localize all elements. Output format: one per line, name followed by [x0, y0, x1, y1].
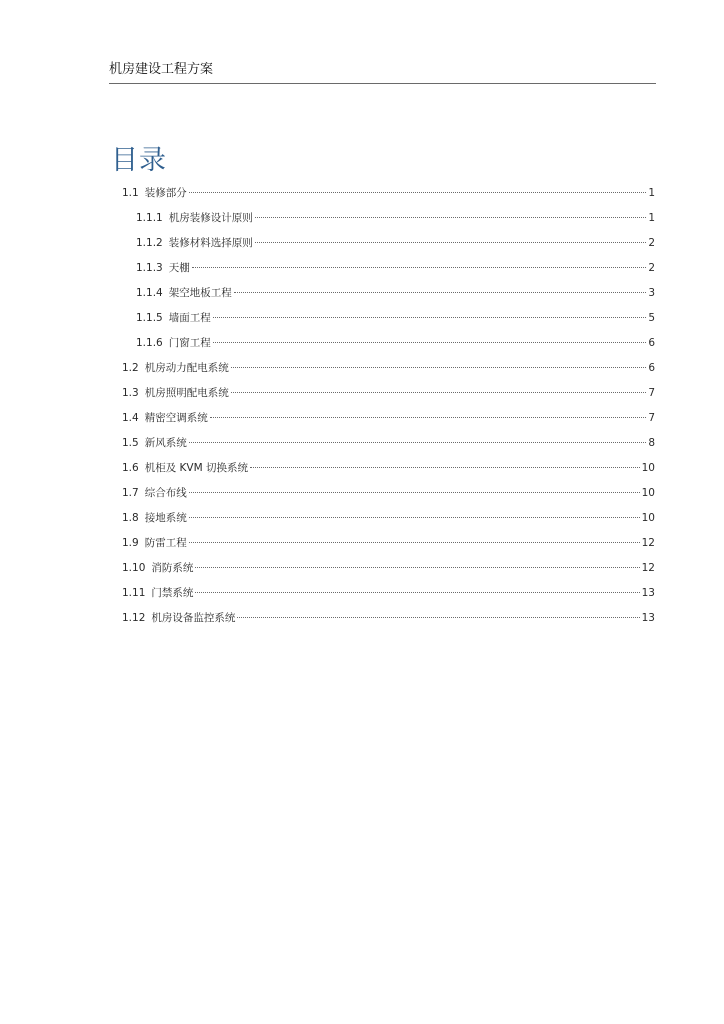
toc-entry-page: 1 [648, 212, 655, 224]
toc-leader-dots [234, 292, 647, 293]
toc-entry[interactable] [122, 408, 655, 433]
toc-leader-dots [195, 592, 639, 593]
toc-entry[interactable] [122, 433, 655, 458]
toc-entry-label: 装修部分 [144, 187, 187, 199]
toc-leader-dots [255, 242, 647, 243]
toc-entry-number: 1.1.1 [136, 212, 163, 224]
toc-entry-page: 2 [648, 237, 655, 249]
toc-entry-number: 1.11 [122, 587, 146, 599]
toc-entry-label: 天棚 [168, 262, 190, 274]
toc-entry-number: 1.1.3 [136, 262, 163, 274]
toc-leader-dots [213, 342, 647, 343]
toc-leader-dots [255, 217, 647, 218]
document-title: 机房建设工程方案 [109, 62, 214, 77]
toc-entry-page: 5 [648, 312, 655, 324]
toc-entry-page: 7 [648, 412, 655, 424]
toc-entry[interactable] [122, 358, 655, 383]
toc-entry-page: 1 [648, 187, 655, 199]
toc-entry[interactable] [122, 458, 655, 483]
toc-leader-dots [189, 492, 640, 493]
toc-heading: 目录 [111, 145, 167, 176]
toc-entry-label: 门窗工程 [168, 337, 211, 349]
toc-leader-dots [250, 467, 640, 468]
table-of-contents [122, 183, 655, 633]
toc-entry[interactable] [122, 508, 655, 533]
toc-entry-page: 12 [641, 562, 655, 574]
toc-entry-number: 1.4 [122, 412, 139, 424]
toc-entry-label: 新风系统 [144, 437, 187, 449]
toc-entry-number: 1.1 [122, 187, 139, 199]
toc-entry-number: 1.10 [122, 562, 146, 574]
toc-entry[interactable] [122, 533, 655, 558]
toc-entry-number: 1.8 [122, 512, 139, 524]
toc-entry-label: 机房动力配电系统 [144, 362, 229, 374]
toc-entry-label: 防雷工程 [144, 537, 187, 549]
toc-leader-dots [231, 392, 647, 393]
toc-entry-page: 13 [641, 587, 655, 599]
toc-entry[interactable] [122, 283, 655, 308]
toc-entry-label: 装修材料选择原则 [168, 237, 253, 249]
toc-leader-dots [189, 517, 640, 518]
toc-entry-number: 1.2 [122, 362, 139, 374]
toc-entry[interactable] [122, 558, 655, 583]
toc-entry[interactable] [122, 583, 655, 608]
toc-entry-number: 1.1.5 [136, 312, 163, 324]
toc-entry-page: 10 [641, 512, 655, 524]
toc-entry-page: 6 [648, 337, 655, 349]
toc-entry-page: 7 [648, 387, 655, 399]
toc-leader-dots [189, 542, 640, 543]
toc-entry-label: 综合布线 [144, 487, 187, 499]
toc-entry-label: 墙面工程 [168, 312, 211, 324]
toc-entry-page: 10 [641, 462, 655, 474]
toc-entry-page: 12 [641, 537, 655, 549]
toc-leader-dots [195, 567, 639, 568]
page-header [109, 58, 656, 84]
toc-entry-page: 6 [648, 362, 655, 374]
toc-entry-number: 1.6 [122, 462, 139, 474]
toc-leader-dots [237, 617, 639, 618]
toc-entry-page: 3 [648, 287, 655, 299]
toc-entry-label: 机房设备监控系统 [151, 612, 236, 624]
toc-entry-label: 机房照明配电系统 [144, 387, 229, 399]
toc-entry[interactable] [122, 208, 655, 233]
toc-entry[interactable] [122, 608, 655, 633]
toc-entry-label: 门禁系统 [151, 587, 194, 599]
toc-leader-dots [231, 367, 647, 368]
toc-entry[interactable] [122, 308, 655, 333]
toc-entry-page: 10 [641, 487, 655, 499]
toc-entry-page: 2 [648, 262, 655, 274]
toc-entry-label: 接地系统 [144, 512, 187, 524]
toc-entry-label: 精密空调系统 [144, 412, 208, 424]
toc-entry-number: 1.7 [122, 487, 139, 499]
toc-entry-number: 1.9 [122, 537, 139, 549]
toc-entry-number: 1.3 [122, 387, 139, 399]
toc-entry-page: 8 [648, 437, 655, 449]
toc-entry-label: 机房装修设计原则 [168, 212, 253, 224]
toc-entry[interactable] [122, 383, 655, 408]
toc-entry-number: 1.1.2 [136, 237, 163, 249]
toc-leader-dots [189, 192, 647, 193]
toc-entry-number: 1.1.6 [136, 337, 163, 349]
toc-leader-dots [213, 317, 647, 318]
toc-entry[interactable] [122, 233, 655, 258]
toc-leader-dots [210, 417, 647, 418]
toc-leader-dots [189, 442, 647, 443]
toc-entry-number: 1.12 [122, 612, 146, 624]
toc-entry-page: 13 [641, 612, 655, 624]
toc-entry[interactable] [122, 483, 655, 508]
toc-entry-label: 架空地板工程 [168, 287, 232, 299]
toc-entry-label: 机柜及 KVM 切换系统 [144, 462, 249, 474]
toc-leader-dots [192, 267, 647, 268]
toc-entry-number: 1.1.4 [136, 287, 163, 299]
toc-entry[interactable] [122, 333, 655, 358]
toc-entry[interactable] [122, 183, 655, 208]
toc-entry[interactable] [122, 258, 655, 283]
toc-entry-label: 消防系统 [151, 562, 194, 574]
toc-entry-number: 1.5 [122, 437, 139, 449]
